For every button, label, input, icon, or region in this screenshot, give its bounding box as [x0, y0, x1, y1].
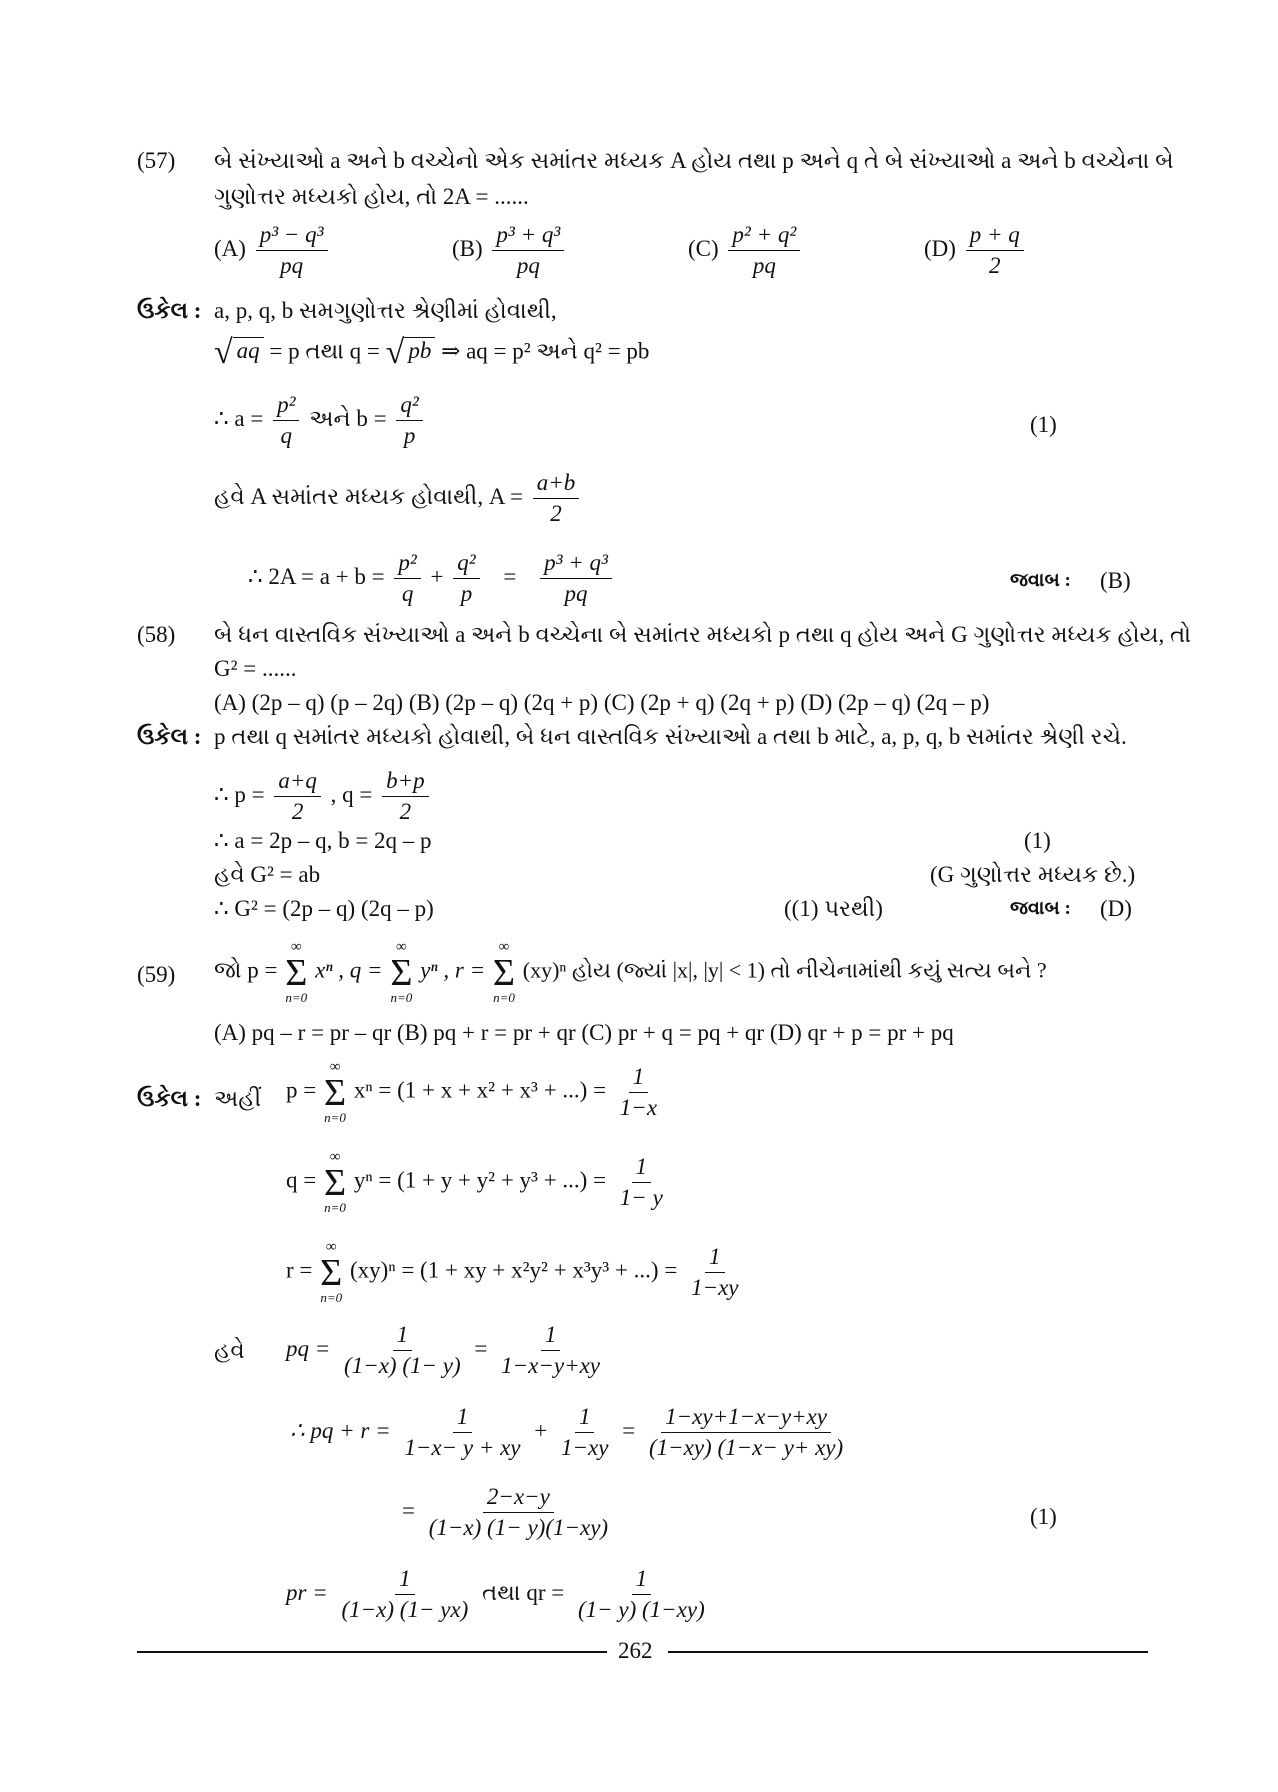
- square-root: √ pb: [386, 334, 436, 372]
- q58-tag-1: (1): [1024, 828, 1051, 853]
- q57-text-line1: બે સંખ્યાઓ a અને b વચ્ચેનો એક સમાંતર મધ્યક A હોય તથા p અને q તે બે સંખ્યાઓ a અને b વચ્ચેના બે: [214, 148, 1174, 173]
- text: અને b =: [309, 405, 387, 431]
- text: તથા qr =: [482, 1579, 565, 1605]
- text: +: [534, 1417, 548, 1443]
- q57-text-line2: ગુણોત્તર મધ્યકો હોય, તો 2A = ......: [214, 184, 529, 209]
- text: ∴ a =: [214, 405, 264, 431]
- q58-solution-label: ઉકેલ :: [137, 724, 202, 749]
- q57-equation-tag: (1): [1030, 412, 1057, 437]
- text: જો p =: [214, 957, 278, 983]
- q57-answer: (B): [1100, 568, 1131, 593]
- fraction-denominator: pq: [516, 253, 540, 278]
- q58-answer-label: જવાબ :: [1010, 898, 1071, 919]
- fraction-denominator: pq: [752, 253, 776, 278]
- q57-solution-line3: ∴ a = $\frac{\text{p²}}{q}$ અને b = $\frac{\text{q²}}{p}$: [214, 392, 427, 449]
- summation: ∞ Σ n=0: [390, 939, 413, 1005]
- footer-rule-left: [137, 1651, 607, 1653]
- q59-solution-line1: p = ∞ Σ n=0 xⁿ = (1 + x + x² + x³ + ...) = $\frac{1}{1-x}$: [286, 1059, 658, 1125]
- text: (xy)ⁿ = (1 + xy + x²y² + x³y³ + ...) =: [350, 1257, 678, 1283]
- q57-option-d: [924, 222, 1028, 279]
- page-number: 262: [618, 1638, 653, 1663]
- text: p =: [286, 1077, 317, 1103]
- text: ∴ p =: [214, 781, 265, 807]
- q59-options: (A) pq – r = pr – qr (B) pq + r = pr + qr (C) pr + q = pq + qr (D) qr + p = pr + pq: [214, 1020, 954, 1045]
- q59-solution-label: ઉકેલ :: [137, 1086, 202, 1111]
- q57-solution-line2: [214, 334, 649, 372]
- text: , q =: [330, 781, 373, 807]
- q58-tag-3: ((1) પરથી): [784, 896, 883, 921]
- text: =: [402, 1497, 415, 1523]
- q59-solution-line7: pr = $\frac{1}{(1-x) (1- yx)}$ તથા qr = $\frac{1}{(1- y) (1-xy)}$: [286, 1566, 705, 1622]
- text: xⁿ = (1 + x + x² + x³ + ...) =: [353, 1077, 607, 1103]
- fraction-denominator: pq: [280, 253, 304, 278]
- text: = p તથા q =: [269, 338, 380, 364]
- fraction-numerator: p³ − q³: [256, 222, 328, 251]
- text: xⁿ , q =: [315, 957, 383, 983]
- q57-solution-label: ઉકેલ :: [137, 298, 202, 323]
- q59-solution-line4-intro: હવે: [214, 1338, 245, 1363]
- q58-tag-2: (G ગુણોત્તર મધ્યક છે.): [930, 862, 1136, 887]
- q57-number: (57): [137, 148, 176, 173]
- q59-solution-intro: અહીં: [214, 1086, 262, 1111]
- text: (xy)ⁿ હોય (જ્યાં |x|, |y| < 1) તો નીચેનામાંથી કયું સત્ય બને ?: [522, 957, 1047, 983]
- option-label: (A): [214, 235, 246, 261]
- q59-solution-line3: r = ∞ Σ n=0 (xy)ⁿ = (1 + xy + x²y² + x³y³ + ...) = $\frac{1}{1-xy}$: [286, 1239, 739, 1305]
- fraction-numerator: p³ + q³: [492, 222, 564, 251]
- text: pr =: [286, 1579, 328, 1605]
- fraction-denominator: 2: [988, 253, 1001, 278]
- text: yⁿ , r =: [420, 957, 486, 983]
- text: =: [503, 563, 517, 589]
- q59-equation-tag: (1): [1030, 1504, 1057, 1529]
- footer-rule-right: [668, 1651, 1148, 1653]
- option-label: (D): [924, 235, 956, 261]
- q58-text-line2: G² = ......: [214, 656, 297, 681]
- q58-solution-line4: હવે G² = ab: [214, 862, 321, 887]
- text: =: [474, 1335, 488, 1361]
- text: yⁿ = (1 + y + y² + y³ + ...) =: [353, 1167, 607, 1193]
- q58-options: (A) (2p – q) (p – 2q) (B) (2p – q) (2q + p) (C) (2p + q) (2q + p) (D) (2p – q) (2q – p): [214, 690, 990, 715]
- q58-answer: (D): [1100, 896, 1132, 921]
- summation: ∞ Σ n=0: [492, 939, 516, 1005]
- q58-solution-line2: ∴ p = $\frac{a+q}{2}$ , q = $\frac{b+p}{2}$: [214, 768, 433, 825]
- q57-solution-line1: a, p, q, b સમગુણોત્તર શ્રેણીમાં હોવાથી,: [214, 298, 557, 323]
- fraction-numerator: p + q: [966, 222, 1024, 251]
- text: q =: [286, 1167, 317, 1193]
- q57-option-c: [688, 222, 804, 279]
- text: pq =: [286, 1335, 331, 1361]
- square-root: √ aq: [214, 334, 264, 372]
- summation: ∞ Σ n=0: [285, 939, 308, 1005]
- q59-question: [214, 940, 1047, 1004]
- q58-solution-line5: ∴ G² = (2p – q) (2q – p): [214, 896, 434, 921]
- q59-solution-line6: = $\frac{2-x-y}{(1-x) (1- y)(1-xy)}$: [402, 1484, 609, 1540]
- option-label: (C): [688, 235, 719, 261]
- q57-solution-line5: ∴ 2A = a + b = $\frac{\text{p²}}{q}$ + $\frac{\text{q²}}{p}$ = $\frac{\text{p³ + q³}}{pq}$: [248, 550, 616, 607]
- q57-solution-line4: હવે A સમાંતર મધ્યક હોવાથી, A = $\frac{a+b}{2}$: [214, 470, 583, 527]
- text: r =: [286, 1257, 313, 1283]
- text: +: [430, 563, 444, 589]
- text: ⇒ aq = p² અને q² = pb: [441, 338, 650, 364]
- q59-number: (59): [137, 962, 176, 987]
- q58-solution-line3: ∴ a = 2p – q, b = 2q – p: [214, 828, 432, 853]
- q59-solution-line4: pq = $\frac{1}{(1-x) (1- y)}$ = $\frac{1}{1-x-y+xy}$: [286, 1322, 601, 1378]
- text: =: [622, 1417, 636, 1443]
- text: હવે A સમાંતર મધ્યક હોવાથી, A =: [214, 483, 523, 509]
- option-label: (B): [452, 235, 483, 261]
- text: ∴ 2A = a + b =: [248, 563, 385, 589]
- q59-solution-line2: q = ∞ Σ n=0 yⁿ = (1 + y + y² + y³ + ...) = $\frac{1}{1- y}$: [286, 1149, 663, 1215]
- fraction-numerator: p² + q²: [728, 222, 800, 251]
- q57-option-b: [452, 222, 568, 279]
- q59-solution-line5: ∴ pq + r = $\frac{1}{1-x- y + xy}$ + $\frac{1}{1-xy}$ = $\frac{1-xy+1-x-y+xy}{(1-xy) (1-x- y+ xy)}$: [290, 1404, 844, 1460]
- q58-number: (58): [137, 622, 176, 647]
- q58-solution-line1: p તથા q સમાંતર મધ્યકો હોવાથી, બે ધન વાસ્તવિક સંખ્યાઓ a તથા b માટે, a, p, q, b સમાંતર શ્રેણી રચે.: [214, 724, 1127, 749]
- q57-answer-label: જવાબ :: [1010, 570, 1071, 591]
- text: ∴ pq + r =: [290, 1417, 391, 1443]
- q58-text-line1: બે ધન વાસ્તવિક સંખ્યાઓ a અને b વચ્ચેના બે સમાંતર મધ્યકો p તથા q હોય અને G ગુણોત્તર મધ્યક હોય, તો: [214, 622, 1191, 647]
- q57-option-a: [214, 222, 332, 279]
